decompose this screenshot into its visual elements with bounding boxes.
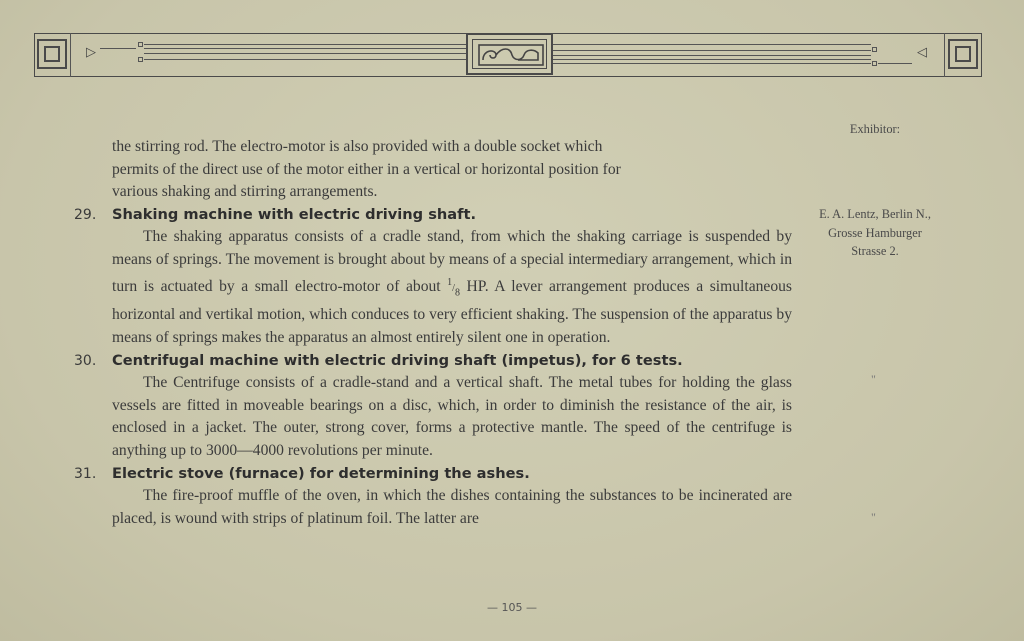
small-square-icon: [138, 42, 143, 47]
rule: [100, 48, 136, 49]
item-number: 29.: [74, 206, 97, 223]
rule: [553, 63, 871, 64]
item-heading: [72, 463, 792, 486]
page-number: — 105 —: [487, 601, 537, 614]
description-text: The shaking apparatus consists of a cradle stand, from which the shaking carriage is suspended by means of springs. The movement is brought about by means of a special intermediary arrangement, which in turn is actuated by a small electro-motor of about: [112, 228, 792, 295]
text-line: permits of the direct use of the motor either in a vertical or horizontal position for: [112, 160, 621, 178]
continuation-paragraph: [72, 136, 792, 204]
corner-square-left: [37, 39, 67, 69]
item-number: 31.: [74, 465, 97, 482]
rule: [144, 44, 466, 45]
exhibitor-heading: Exhibitor:: [849, 122, 901, 136]
rule: [553, 59, 871, 60]
rule: [553, 50, 871, 51]
ditto-mark: ": [871, 372, 876, 386]
corner-square-right: [948, 39, 978, 69]
exhibitor-street: Grosse Hamburger: [828, 225, 922, 240]
ditto-mark: ": [871, 510, 876, 524]
item-title: Shaking machine with electric driving shaft.: [112, 205, 476, 223]
main-text: [72, 136, 792, 530]
item-title: Electric stove (furnace) for determining the ashes.: [112, 464, 530, 482]
fraction-numerator: 1: [447, 276, 453, 288]
center-ornament: [466, 33, 553, 75]
exhibitor-name: E. A. Lentz, Berlin N.,: [819, 207, 931, 221]
item-title: Centrifugal machine with electric driving shaft (impetus), for 6 tests.: [112, 351, 683, 369]
exhibitor-address: [790, 205, 960, 261]
exhibitor-street-number: Strasse 2.: [851, 244, 899, 258]
scroll-ornament-icon: [478, 43, 544, 67]
small-square-icon: [872, 47, 877, 52]
rule: [144, 53, 466, 54]
triangle-left-icon: ◁: [917, 45, 927, 60]
triangle-right-icon: ▷: [86, 45, 96, 60]
divider-right: [944, 33, 945, 77]
item-description: The shaking apparatus consists of a cradle stand, from which the shaking carriage is suspended by means of springs. The movement is brought about by means of a special intermediary arrangement, which in turn is actuated by a small electro-motor of about $^1/_8$ HP. A lever arrangement produces a simultaneous horizontal and vertikal motion, which conduces to very efficient shaking. The suspension of the apparatus by means of springs makes the apparatus an almost entirely silent one in operation.: [112, 228, 793, 347]
item-description: The Centrifuge consists of a cradle-stand and a vertical shaft. The metal tubes for holding the glass vessels are fitted in moveable bearings on a disc, which, in order to diminish the resistance of the air, is enclosed in a jacket. The outer, strong cover, forms a protective mantle. The speed of the centrifuge is anything up to 3000—4000 revolutions per minute.: [112, 374, 792, 460]
divider-left: [70, 33, 71, 77]
rule: [553, 55, 871, 56]
header-ornament: [34, 33, 982, 77]
rule: [878, 63, 912, 64]
small-square-icon: [872, 61, 877, 66]
item-heading: [72, 350, 792, 373]
item-number: 30.: [74, 352, 97, 369]
item-heading: [72, 204, 792, 227]
small-square-icon: [138, 57, 143, 62]
text-line: various shaking and stirring arrangements.: [112, 183, 378, 201]
description-text: HP. A lever arrangement produces a simultaneous horizontal and vertikal motion, which conduces to very efficient shaking. The suspension of the apparatus by means of springs makes the apparatus an almost entirely silent one in operation.: [112, 277, 793, 347]
fraction-denominator: 8: [454, 286, 460, 298]
item-description: The fire-proof muffle of the oven, in which the dishes containing the substances to be incinerated are placed, is wound with strips of platinum foil. The latter are: [112, 487, 792, 527]
rule: [553, 44, 871, 45]
rule: [144, 59, 466, 60]
text-line: the stirring rod. The electro-motor is also provided with a double socket which: [112, 138, 603, 155]
rule: [144, 48, 466, 49]
